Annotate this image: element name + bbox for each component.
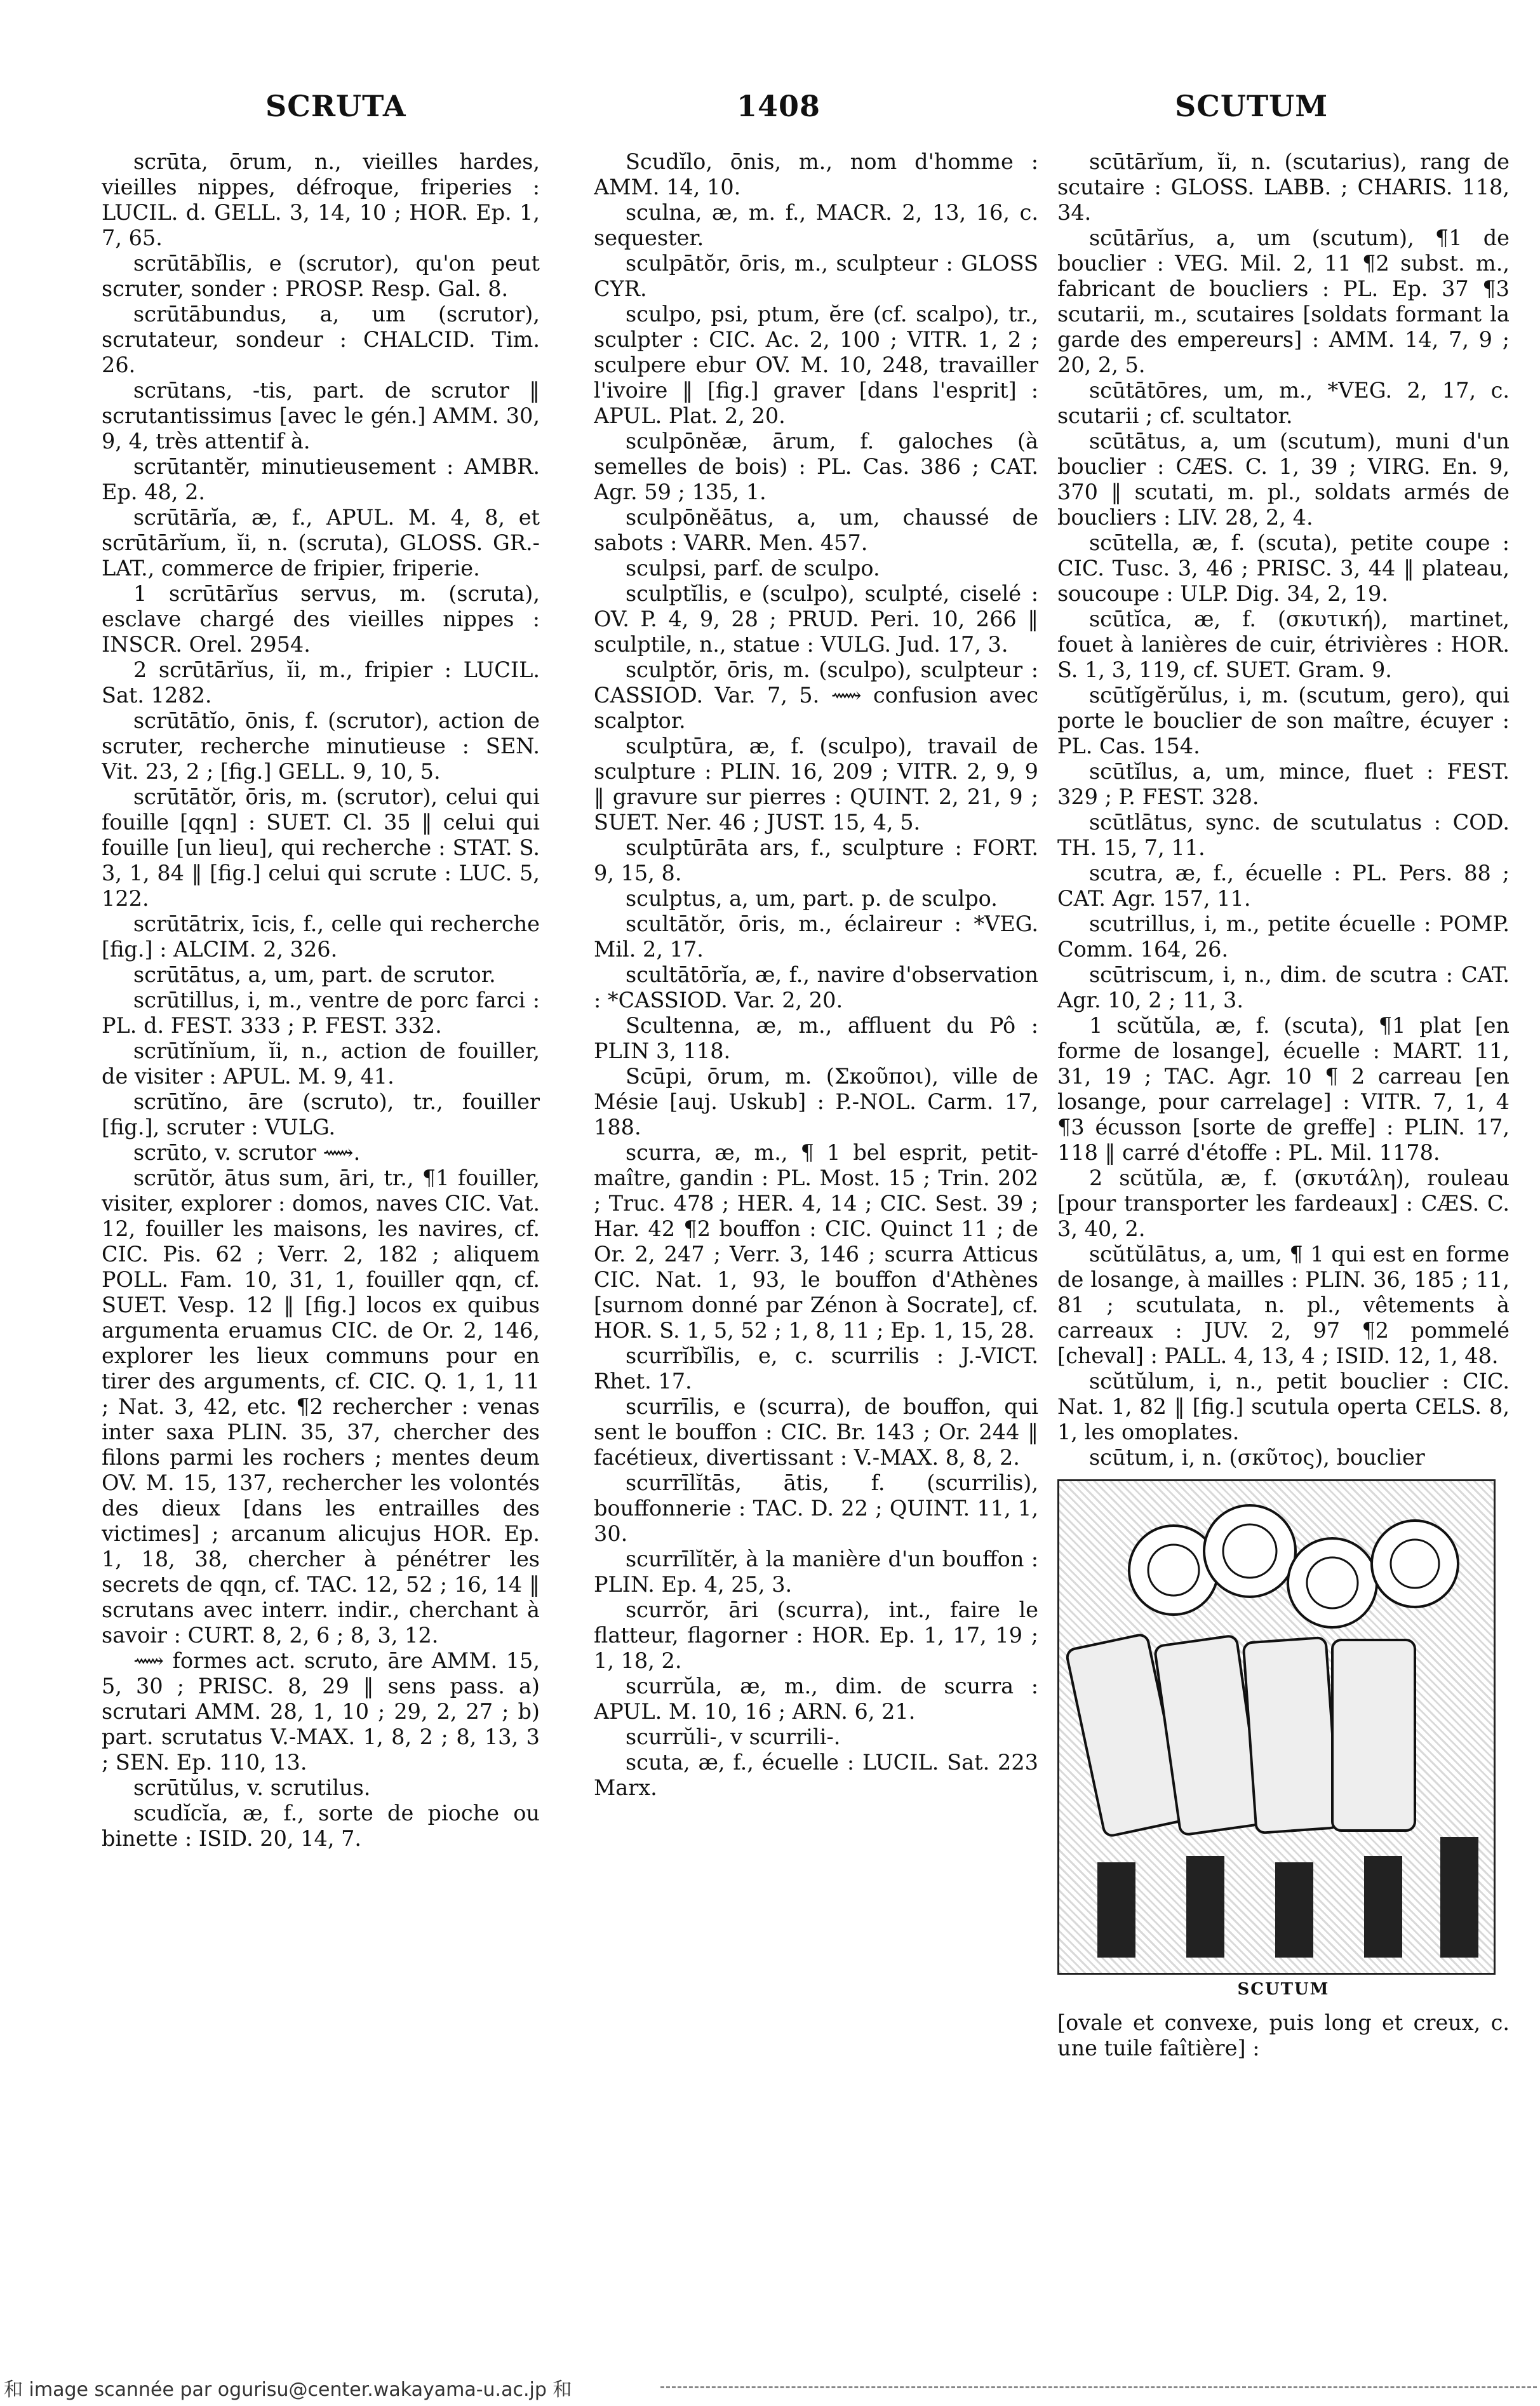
dictionary-entry: scrūtābundus, a, um (scrutor), scrutateur, sondeur : CHALCID. Tim. 26. — [102, 302, 540, 377]
page-number: 1408 — [737, 89, 821, 123]
dictionary-entry: sculpōnĕæ, ārum, f. galoches (à semelles de bois) : PL. Cas. 386 ; CAT. Agr. 59 ; 135, 1. — [594, 429, 1038, 504]
dictionary-entry: scūtella, æ, f. (scuta), petite coupe : CIC. Tusc. 3, 46 ; PRISC. 3, 44 ‖ plateau, soucoupe : ULP. Dig. 34, 2, 19. — [1057, 530, 1510, 606]
dictionary-entry: scūtātōres, um, m., *VEG. 2, 17, c. scutarii ; cf. scultator. — [1057, 378, 1510, 428]
dictionary-entry: scrūtĭno, āre (scruto), tr., fouiller [fig.], scruter : VULG. — [102, 1089, 540, 1139]
dictionary-entry: scrūtātrix, īcis, f., celle qui recherche [fig.] : ALCIM. 2, 326. — [102, 911, 540, 962]
entry-continuation: [ovale et convexe, puis long et creux, c. une tuile faîtière] : — [1057, 2010, 1510, 2060]
scan-footer — [0, 2366, 1540, 2404]
dictionary-entry: scūtĭgĕrŭlus, i, m. (scutum, gero), qui porte le bouclier de son maître, écuyer : PL. Cas. 154. — [1057, 683, 1510, 758]
dictionary-entry: scūtriscum, i, n., dim. de scutra : CAT. Agr. 10, 2 ; 11, 3. — [1057, 962, 1510, 1012]
dictionary-entry: scŭtŭlātus, a, um, ¶ 1 qui est en forme de losange, à mailles : PLIN. 36, 185 ; 11, 81 ; scutulata, n. pl., vêtements à carreaux : JUV. 2, 97 ¶2 pommelé [cheval] : PALL. 4, 13, 4 ; ISID. 12, 1, 48. — [1057, 1242, 1510, 1368]
dictionary-entry: scūtlātus, sync. de scutulatus : COD. TH. 15, 7, 11. — [1057, 810, 1510, 860]
dictionary-entry: 2 scrūtārĭus, ĭi, m., fripier : LUCIL. Sat. 1282. — [102, 657, 540, 708]
running-head-left: SCRUTA — [265, 89, 406, 123]
dictionary-entry: sculpātŏr, ōris, m., sculpteur : GLOSS CYR. — [594, 251, 1038, 301]
dictionary-entry: scŭtŭlum, i, n., petit bouclier : CIC. Nat. 1, 82 ‖ [fig.] scutula operta CELS. 8, 1, les omoplates. — [1057, 1369, 1510, 1444]
dictionary-entry: scūtārĭum, ĭi, n. (scutarius), rang de scutaire : GLOSS. LABB. ; CHARIS. 118, 34. — [1057, 149, 1510, 225]
dictionary-entry: Scultenna, æ, m., affluent du Pô : PLIN 3, 118. — [594, 1013, 1038, 1063]
column-right — [1057, 149, 1510, 2341]
dictionary-entry: scūtum, i, n. (σκῦτος), bouclier — [1089, 1445, 1425, 1470]
running-head-right: SCUTUM — [1175, 89, 1329, 123]
dictionary-entry: sculptūra, æ, f. (sculpo), travail de sculpture : PLIN. 16, 209 ; VITR. 2, 9, 9 ‖ gravure sur pierres : QUINT. 2, 21, 9 ; SUET. Ner. 46 ; JUST. 15, 4, 5. — [594, 734, 1038, 835]
dictionary-entry: scrūtātĭo, ōnis, f. (scrutor), action de scruter, recherche minutieuse : SEN. Vit. 23, 2 ; [fig.] GELL. 9, 10, 5. — [102, 708, 540, 784]
dictionary-entry: scurra, æ, m., ¶ 1 bel esprit, petit-maître, gandin : PL. Most. 15 ; Trin. 202 ; Truc. 478 ; HER. 4, 14 ; CIC. Sest. 39 ; Har. 42 ¶2 bouffon : CIC. Quinct 11 ; de Or. 2, 247 ; Verr. 3, 146 ; scurra Atticus CIC. Nat. 1, 93, le bouffon d'Athènes [surnom donné par Zénon à Socrate], cf. HOR. S. 1, 5, 52 ; 1, 8, 11 ; Ep. 1, 15, 28. — [594, 1140, 1038, 1343]
dictionary-entry: scultātŏr, ōris, m., éclaireur : *VEG. Mil. 2, 17. — [594, 911, 1038, 962]
dictionary-entry: scūtātus, a, um (scutum), muni d'un bouclier : CÆS. C. 1, 39 ; VIRG. En. 9, 370 ‖ scutati, m. pl., soldats armés de boucliers : LIV. 28, 2, 4. — [1057, 429, 1510, 530]
dictionary-entry: sculptĭlis, e (sculpo), sculpté, ciselé : OV. P. 4, 9, 28 ; PRUD. Peri. 10, 266 ‖ sculptile, n., statue : VULG. Jud. 17, 3. — [594, 581, 1038, 657]
dictionary-entry: scurrŭli-, v scurrili-. — [626, 1724, 841, 1749]
dictionary-entry: scrūtārĭa, æ, f., APUL. M. 4, 8, et scrūtārĭum, ĭi, n. (scruta), GLOSS. GR.-LAT., commerce de fripier, friperie. — [102, 505, 540, 581]
dictionary-entry: scutra, æ, f., écuelle : PL. Pers. 88 ; CAT. Agr. 157, 11. — [1057, 861, 1510, 911]
dictionary-entry: scurrĭbĭlis, e, c. scurrilis : J.-VICT. Rhet. 17. — [594, 1343, 1038, 1394]
dictionary-entry: sculptūrāta ars, f., sculpture : FORT. 9, 15, 8. — [594, 835, 1038, 885]
scan-credit: 和 image scannée par ogurisu@center.wakayama-u.ac.jp 和 — [4, 2379, 572, 2401]
dictionary-entry: sculptus, a, um, part. p. de sculpo. — [626, 886, 998, 911]
column-left — [102, 149, 540, 2341]
dictionary-entry: scurrŭla, æ, m., dim. de scurra : APUL. M. 10, 16 ; ARN. 6, 21. — [594, 1674, 1038, 1724]
dictionary-entry: scrūtŏr, ātus sum, āri, tr., ¶1 fouiller, visiter, explorer : domos, naves CIC. Vat. 12, fouiller les maisons, les navires, cf. CIC. Pis. 62 ; Verr. 2, 182 ; aliquem POLL. Fam. 10, 31, 1, fouiller qqn, cf. SUET. Vesp. 12 ‖ [fig.] locos ex quibus argumenta eruamus CIC. de Or. 2, 146, explorer les lieux communs pour en tirer des arguments, cf. CIC. Q. 1, 1, 11 ; Nat. 3, 42, etc. ¶2 rechercher : venas inter saxa PLIN. 35, 37, chercher des filons parmi les rochers ; mentes deum OV. M. 15, 137, rechercher les volontés des dieux [dans les entrailles des victimes] ; arcanum alicujus HOR. Ep. 1, 18, 38, chercher à pénétrer les secrets de qqn, cf. TAC. 12, 52 ; 16, 14 ‖ scrutans avec interr. indir., cherchant à savoir : CURT. 8, 2, 6 ; 8, 3, 12. — [102, 1166, 540, 1648]
dictionary-entry: sculpo, psi, ptum, ĕre (cf. scalpo), tr., sculpter : CIC. Ac. 2, 100 ; VITR. 1, 2 ; sculpere ebur OV. M. 10, 248, travailler l'ivoire ‖ [fig.] graver [dans l'esprit] : APUL. Plat. 2, 20. — [594, 302, 1038, 428]
dictionary-entry: scūtārĭus, a, um (scutum), ¶1 de bouclier : VEG. Mil. 2, 11 ¶2 subst. m., fabricant de boucliers : PL. Ep. 37 ¶3 scutarii, m., scutaires [soldats formant la garde des empereurs] : AMM. 14, 7, 9 ; 20, 2, 5. — [1057, 225, 1510, 377]
dictionary-entry: scrūtātus, a, um, part. de scrutor. — [133, 962, 496, 987]
dictionary-entry: scrūtātŏr, ōris, m. (scrutor), celui qui fouille [qqn] : SUET. Cl. 35 ‖ celui qui fouille [un lieu], qui recherche : STAT. S. 3, 1, 84 ‖ [fig.] celui qui scrute : LUC. 5, 122. — [102, 784, 540, 911]
dictionary-entry: ⟿ formes act. scruto, āre AMM. 15, 5, 30 ; PRISC. 8, 29 ‖ sens pass. a) scrutari AMM. 28, 1, 10 ; 29, 2, 27 ; b) part. scrutatus V.-MAX. 1, 8, 2 ; 8, 13, 3 ; SEN. Ep. 110, 13. — [102, 1648, 540, 1775]
dictionary-entry: sculna, æ, m. f., MACR. 2, 13, 16, c. sequester. — [594, 200, 1038, 250]
dictionary-entry: scrūto, v. scrutor ⟿. — [133, 1140, 361, 1165]
dashed-rule — [660, 2386, 1537, 2388]
dictionary-entry: scrūtŭlus, v. scrutilus. — [133, 1775, 371, 1800]
dictionary-entry: scūtĭca, æ, f. (σκυτική), martinet, fouet à lanières de cuir, étrivières : HOR. S. 1, 3, 119, cf. SUET. Gram. 9. — [1057, 607, 1510, 682]
dictionary-entry: scrūtillus, i, m., ventre de porc farci : PL. d. FEST. 333 ; P. FEST. 332. — [102, 988, 540, 1038]
dictionary-entry: scurrīlĭtĕr, à la manière d'un bouffon : PLIN. Ep. 4, 25, 3. — [594, 1547, 1038, 1597]
dictionary-entry: 1 scŭtŭla, æ, f. (scuta), ¶1 plat [en forme de losange], écuelle : MART. 11, 31, 19 ; TAC. Agr. 10 ¶ 2 carreau [en losange, pour carrelage] : VITR. 7, 1, 4 ¶3 écusson [sorte de greffe] : PLIN. 17, 118 ‖ carré d'étoffe : PL. Mil. 1178. — [1057, 1013, 1510, 1165]
dictionary-entry: scrūta, ōrum, n., vieilles hardes, vieilles nippes, défroque, friperies : LUCIL. d. GELL. 3, 14, 10 ; HOR. Ep. 1, 7, 65. — [102, 149, 540, 250]
dictionary-entry: sculptŏr, ōris, m. (sculpo), sculpteur : CASSIOD. Var. 7, 5. ⟿ confusion avec scalptor. — [594, 657, 1038, 733]
dictionary-entry: scurrīlĭtās, ātis, f. (scurrilis), bouffonnerie : TAC. D. 22 ; QUINT. 11, 1, 30. — [594, 1470, 1038, 1546]
dictionary-entry: scutrillus, i, m., petite écuelle : POMP. Comm. 164, 26. — [1057, 911, 1510, 962]
dictionary-entry: scuta, æ, f., écuelle : LUCIL. Sat. 223 Marx. — [594, 1750, 1038, 1800]
dictionary-entry: scultātōrĭa, æ, f., navire d'observation : *CASSIOD. Var. 2, 20. — [594, 962, 1038, 1012]
dictionary-entry: sculpōnĕātus, a, um, chaussé de sabots : VARR. Men. 457. — [594, 505, 1038, 555]
dictionary-entry: Scudĭlo, ōnis, m., nom d'homme : AMM. 14, 10. — [594, 149, 1038, 199]
dictionary-entry: 2 scŭtŭla, æ, f. (σκυτάλη), rouleau [pour transporter les fardeaux] : CÆS. C. 3, 40, 2. — [1057, 1166, 1510, 1241]
illustration-caption: SCUTUM — [1237, 1980, 1330, 1999]
column-middle — [594, 149, 1038, 2341]
dictionary-entry: 1 scrūtārĭus servus, m. (scruta), esclave chargé des vieilles nippes : INSCR. Orel. 2954. — [102, 581, 540, 657]
dictionary-entry: sculpsi, parf. de sculpo. — [626, 556, 880, 581]
dictionary-entry: scrūtĭnĭum, ĭi, n., action de fouiller, de visiter : APUL. M. 9, 41. — [102, 1038, 540, 1089]
dictionary-entry: scudĭcĭa, æ, f., sorte de pioche ou binette : ISID. 20, 14, 7. — [102, 1801, 540, 1851]
dictionary-entry: Scūpi, ōrum, m. (Σκοῦποι), ville de Mésie [auj. Uskub] : P.-NOL. Carm. 17, 188. — [594, 1064, 1038, 1139]
dictionary-entry: scrūtantĕr, minutieusement : AMBR. Ep. 48, 2. — [102, 454, 540, 504]
dictionary-entry: scrūtābĭlis, e (scrutor), qu'on peut scruter, sonder : PROSP. Resp. Gal. 8. — [102, 251, 540, 301]
dictionary-entry: scurrīlis, e (scurra), de bouffon, qui sent le bouffon : CIC. Br. 143 ; Or. 244 ‖ facétieux, divertissant : V.-MAX. 8, 8, 2. — [594, 1394, 1038, 1470]
dictionary-entry: scrūtans, -tis, part. de scrutor ‖ scrutantissimus [avec le gén.] AMM. 30, 9, 4, très attentif à. — [102, 378, 540, 454]
dictionary-entry: scurrŏr, āri (scurra), int., faire le flatteur, flagorner : HOR. Ep. 1, 17, 19 ; 1, 18, 2. — [594, 1597, 1038, 1673]
testudo-engraving — [1059, 1481, 1496, 1975]
page-header — [0, 89, 1540, 140]
dictionary-entry: scūtĭlus, a, um, mince, fluet : FEST. 329 ; P. FEST. 328. — [1057, 759, 1510, 809]
scutum-illustration — [1057, 1479, 1496, 1975]
